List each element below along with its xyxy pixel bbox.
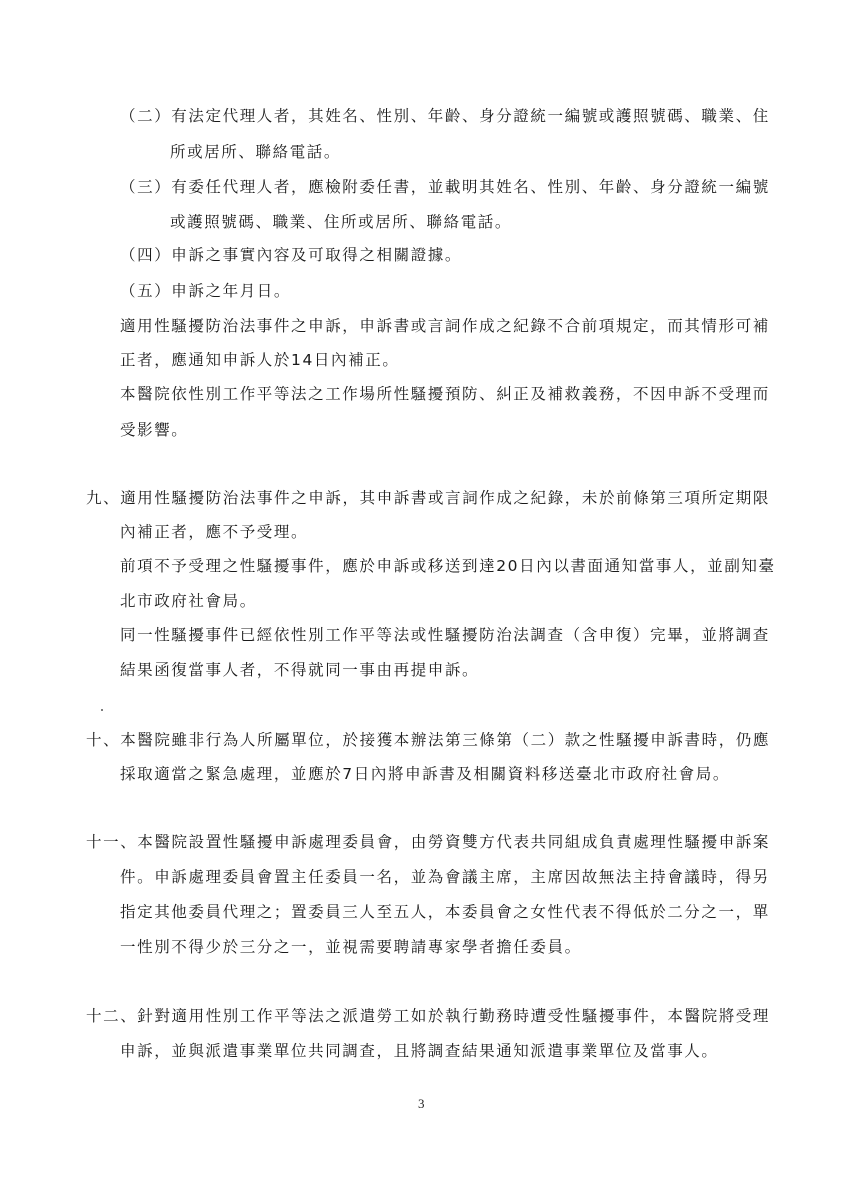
article-9-b-line-1: 前項不予受理之性騷擾事件，應於申訴或移送到達20日內以書面通知當事人，並副知臺 bbox=[120, 557, 776, 575]
article-9-c-line-2: 結果函復當事人者，不得就同一事由再提申訴。 bbox=[120, 661, 480, 679]
article-10-line-1: 十、本醫院雖非行為人所屬單位，於接獲本辦法第三條第（二）款之性騷擾申訴書時，仍應 bbox=[86, 731, 771, 749]
scan-speck bbox=[101, 709, 103, 711]
paragraph-8-2-line-1: （二）有法定代理人者，其姓名、性別、年齡、身分證統一編號或護照號碼、職業、住 bbox=[120, 107, 770, 125]
article-9-line-2: 內補正者，應不予受理。 bbox=[120, 523, 309, 541]
article-9-c-line-1: 同一性騷擾事件已經依性別工作平等法或性騷擾防治法調查（含申復）完畢，並將調查 bbox=[120, 626, 770, 644]
paragraph-8-2-line-2: 所或居所、聯絡電話。 bbox=[170, 143, 342, 161]
page-number: 3 bbox=[418, 1096, 425, 1111]
article-9-line-1: 九、適用性騷擾防治法事件之申訴，其申訴書或言詞作成之紀錄，未於前條第三項所定期限 bbox=[86, 489, 771, 507]
paragraph-8-c-line-2: 受影響。 bbox=[120, 421, 189, 439]
paragraph-8-3-line-1: （三）有委任代理人者，應檢附委任書，並載明其姓名、性別、年齡、身分證統一編號 bbox=[120, 178, 770, 196]
article-11-line-2: 件。申訴處理委員會置主任委員一名，並為會議主席，主席因故無法主持會議時，得另 bbox=[120, 868, 770, 886]
paragraph-8-5-line-1: （五）申訴之年月日。 bbox=[120, 282, 292, 300]
paragraph-8-4-line-1: （四）申訴之事實內容及可取得之相關證據。 bbox=[120, 246, 463, 264]
paragraph-8-b-line-1: 適用性騷擾防治法事件之申訴，申訴書或言詞作成之紀錄不合前項規定，而其情形可補 bbox=[120, 317, 770, 335]
article-12-line-1: 十二、針對適用性別工作平等法之派遣勞工如於執行勤務時遭受性騷擾事件，本醫院將受理 bbox=[86, 1007, 771, 1025]
paragraph-8-c-line-1: 本醫院依性別工作平等法之工作場所性騷擾預防、糾正及補救義務，不因申訴不受理而 bbox=[120, 385, 770, 403]
article-11-line-3: 指定其他委員代理之；置委員三人至五人，本委員會之女性代表不得低於二分之一，單 bbox=[120, 903, 770, 921]
paragraph-8-3-line-2: 或護照號碼、職業、住所或居所、聯絡電話。 bbox=[170, 213, 513, 231]
article-11-line-4: 一性別不得少於三分之一，並視需要聘請專家學者擔任委員。 bbox=[120, 938, 582, 956]
paragraph-8-b-line-2: 正者，應通知申訴人於14日內補正。 bbox=[120, 351, 400, 369]
article-11-line-1: 十一、本醫院設置性騷擾申訴處理委員會，由勞資雙方代表共同組成負責處理性騷擾申訴案 bbox=[86, 833, 771, 851]
article-9-b-line-2: 北市政府社會局。 bbox=[120, 592, 257, 610]
article-10-line-2: 採取適當之緊急處理，並應於7日內將申訴書及相關資料移送臺北市政府社會局。 bbox=[120, 765, 730, 783]
article-12-line-2: 申訴，並與派遣事業單位共同調查，且將調查結果通知派遣事業單位及當事人。 bbox=[120, 1042, 719, 1060]
